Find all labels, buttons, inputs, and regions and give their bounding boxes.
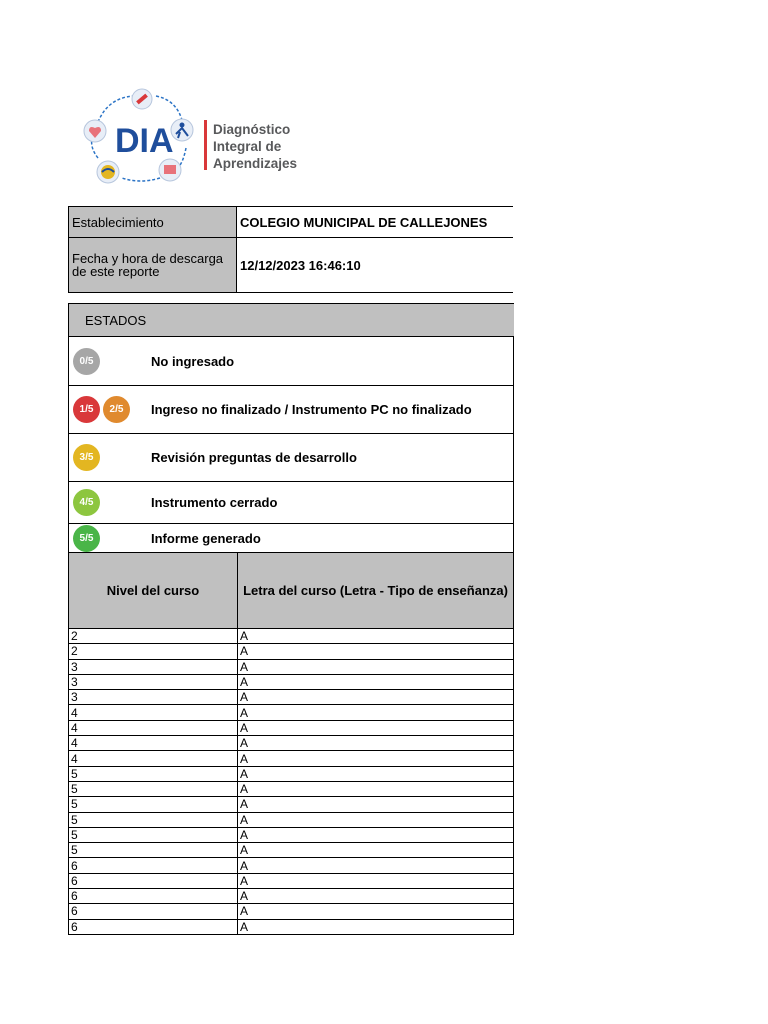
estado-row	[69, 524, 514, 554]
letra-cell: A	[238, 919, 514, 934]
table-row	[69, 705, 514, 720]
nivel-cell: 2	[69, 629, 238, 644]
status-badge: 2/5	[103, 396, 130, 423]
nivel-cell: 5	[69, 843, 238, 858]
table-row	[69, 781, 514, 796]
logo-line-1: Diagnóstico	[213, 122, 291, 137]
nivel-cell: 4	[69, 751, 238, 766]
estado-label: Informe generado	[140, 524, 514, 554]
table-row	[69, 797, 514, 812]
letra-cell: A	[238, 812, 514, 827]
table-row	[69, 827, 514, 842]
estado-label: Instrumento cerrado	[140, 482, 514, 524]
letra-cell: A	[238, 690, 514, 705]
table-row	[69, 858, 514, 873]
nivel-cell: 5	[69, 812, 238, 827]
estado-badges	[69, 524, 141, 554]
establecimiento-label: Establecimiento	[69, 207, 237, 238]
book-icon	[164, 165, 176, 174]
letra-cell: A	[238, 889, 514, 904]
letra-cell: A	[238, 858, 514, 873]
letra-cell: A	[238, 674, 514, 689]
estados-header-row	[69, 304, 514, 337]
table-row	[69, 629, 514, 644]
table-row	[69, 766, 514, 781]
nivel-cell: 3	[69, 690, 238, 705]
status-badge: 0/5	[73, 348, 100, 375]
dia-logo-graphic	[78, 88, 208, 188]
info-table	[68, 206, 513, 293]
table-row	[69, 674, 514, 689]
letra-cell: A	[238, 644, 514, 659]
letra-cell: A	[238, 797, 514, 812]
letra-cell: A	[238, 873, 514, 888]
establecimiento-value: COLEGIO MUNICIPAL DE CALLEJONES	[237, 207, 514, 238]
letra-cell: A	[238, 827, 514, 842]
estado-badges	[69, 482, 141, 524]
estados-title: ESTADOS	[69, 304, 514, 337]
estado-badges	[69, 434, 141, 482]
fecha-value: 12/12/2023 16:46:10	[237, 238, 514, 293]
estado-label: Ingreso no finalizado / Instrumento PC no finalizado	[140, 386, 514, 434]
nivel-cell: 6	[69, 904, 238, 919]
letra-cell: A	[238, 843, 514, 858]
estado-row	[69, 386, 514, 434]
logo-line-2: Integral de	[213, 139, 282, 154]
nivel-cell: 4	[69, 720, 238, 735]
dia-logo	[78, 88, 318, 188]
letra-cell: A	[238, 751, 514, 766]
cursos-body	[69, 629, 514, 935]
logo-line-3: Aprendizajes	[213, 156, 298, 171]
estados-table	[68, 303, 514, 554]
nivel-cell: 6	[69, 889, 238, 904]
nivel-cell: 6	[69, 873, 238, 888]
table-row	[69, 751, 514, 766]
nivel-cell: 4	[69, 705, 238, 720]
cursos-table	[68, 552, 514, 935]
info-row-establecimiento	[69, 207, 514, 238]
letra-cell: A	[238, 766, 514, 781]
nivel-header: Nivel del curso	[69, 553, 238, 629]
letra-cell: A	[238, 629, 514, 644]
table-row	[69, 812, 514, 827]
status-badge: 3/5	[73, 444, 100, 471]
nivel-cell: 4	[69, 736, 238, 751]
table-row	[69, 889, 514, 904]
table-row	[69, 919, 514, 934]
dia-acronym: DIA	[115, 122, 174, 160]
letra-cell: A	[238, 736, 514, 751]
nivel-cell: 5	[69, 781, 238, 796]
letra-cell: A	[238, 659, 514, 674]
status-badge: 5/5	[73, 525, 100, 552]
nivel-cell: 3	[69, 659, 238, 674]
estado-badges	[69, 337, 141, 386]
estado-label: Revisión preguntas de desarrollo	[140, 434, 514, 482]
nivel-cell: 6	[69, 919, 238, 934]
nivel-cell: 5	[69, 766, 238, 781]
table-row	[69, 690, 514, 705]
nivel-cell: 3	[69, 674, 238, 689]
nivel-cell: 5	[69, 827, 238, 842]
logo-text	[213, 121, 297, 172]
estado-row	[69, 337, 514, 386]
fecha-label: Fecha y hora de descarga de este reporte	[69, 238, 237, 293]
letra-cell: A	[238, 781, 514, 796]
nivel-cell: 5	[69, 797, 238, 812]
status-badge: 4/5	[73, 489, 100, 516]
table-row	[69, 904, 514, 919]
estado-row	[69, 434, 514, 482]
estado-badges	[69, 386, 141, 434]
letra-header: Letra del curso (Letra - Tipo de enseñanza)	[238, 553, 514, 629]
letra-cell: A	[238, 720, 514, 735]
estado-row	[69, 482, 514, 524]
letra-cell: A	[238, 904, 514, 919]
table-row	[69, 843, 514, 858]
table-row	[69, 873, 514, 888]
letra-cell: A	[238, 705, 514, 720]
status-badge: 1/5	[73, 396, 100, 423]
table-row	[69, 659, 514, 674]
table-row	[69, 736, 514, 751]
nivel-cell: 2	[69, 644, 238, 659]
info-row-fecha	[69, 238, 514, 293]
cursos-header-row	[69, 553, 514, 629]
table-row	[69, 644, 514, 659]
estado-label: No ingresado	[140, 337, 514, 386]
table-row	[69, 720, 514, 735]
nivel-cell: 6	[69, 858, 238, 873]
